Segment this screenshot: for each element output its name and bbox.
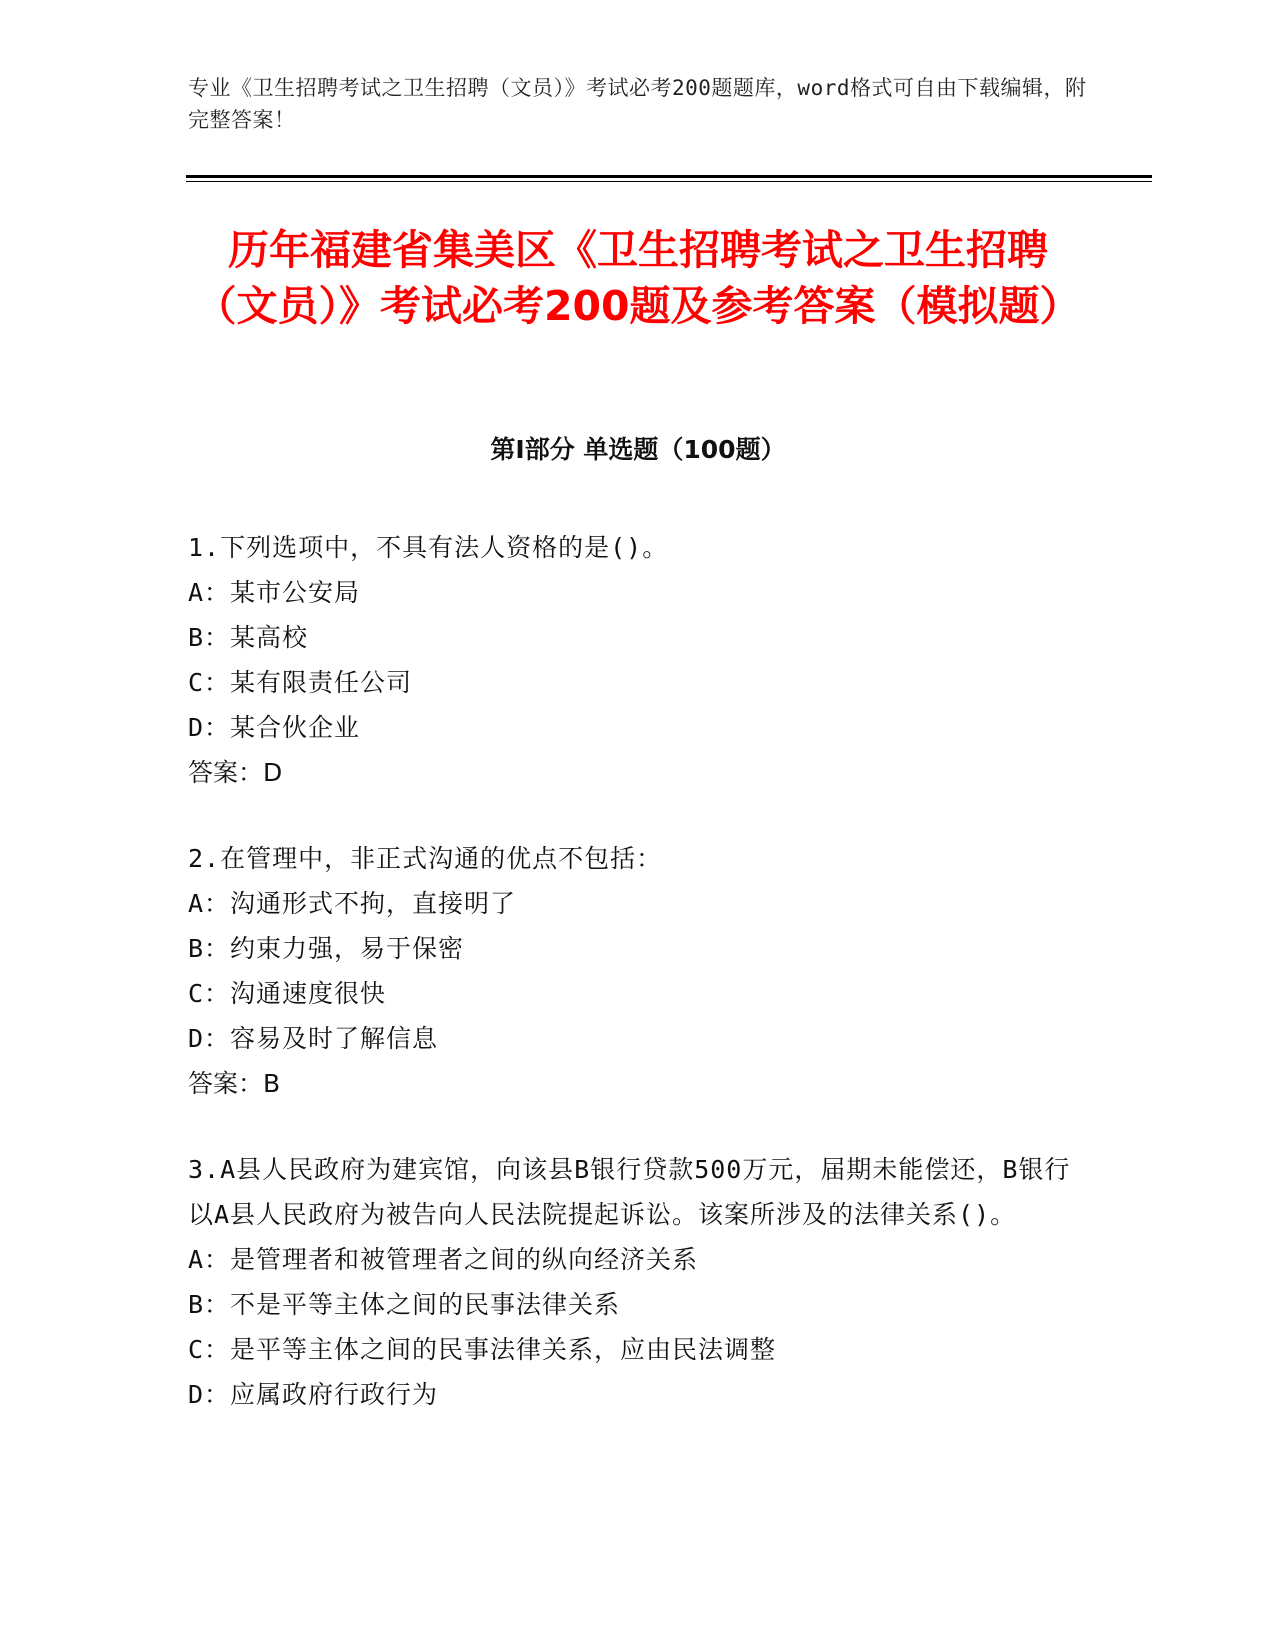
option-c: C：沟通速度很快 [188,979,387,1008]
option-a: A：沟通形式不拘，直接明了 [188,889,517,918]
option-a: A：某市公安局 [188,578,361,607]
header-note: 专业《卫生招聘考试之卫生招聘（文员）》考试必考200题题库，word格式可自由下载编辑，附完整答案！ [188,76,1087,132]
option-b: B：不是平等主体之间的民事法律关系 [188,1290,621,1319]
question-3 [188,1147,1088,1417]
option-b: B：某高校 [188,623,309,652]
question-answer: 答案：B [188,1069,281,1098]
question-list [188,525,1088,1458]
question-answer: 答案：D [188,758,283,787]
header-rule-thin [186,181,1152,182]
question-stem: 1.下列选项中，不具有法人资格的是()。 [188,533,669,562]
option-d: D：容易及时了解信息 [188,1024,439,1053]
question-stem: 3.A县人民政府为建宾馆，向该县B银行贷款500万元，届期未能偿还，B银行以A县人民政府为被告向人民法院提起诉讼。该案所涉及的法律关系()。 [188,1155,1071,1229]
option-d: D：某合伙企业 [188,713,361,742]
option-b: B：约束力强，易于保密 [188,934,465,963]
section-title: 第I部分 单选题（100题） [490,435,786,464]
header-rule-thick [186,175,1152,178]
question-2 [188,836,1088,1106]
option-c: C：是平等主体之间的民事法律关系，应由民法调整 [188,1335,777,1364]
question-1 [188,525,1088,795]
question-stem: 2.在管理中，非正式沟通的优点不包括： [188,844,663,873]
option-a: A：是管理者和被管理者之间的纵向经济关系 [188,1245,699,1274]
option-d: D：应属政府行政行为 [188,1380,439,1409]
option-c: C：某有限责任公司 [188,668,413,697]
document-title: 历年福建省集美区《卫生招聘考试之卫生招聘（文员）》考试必考200题及参考答案（模拟题） [195,226,1081,330]
